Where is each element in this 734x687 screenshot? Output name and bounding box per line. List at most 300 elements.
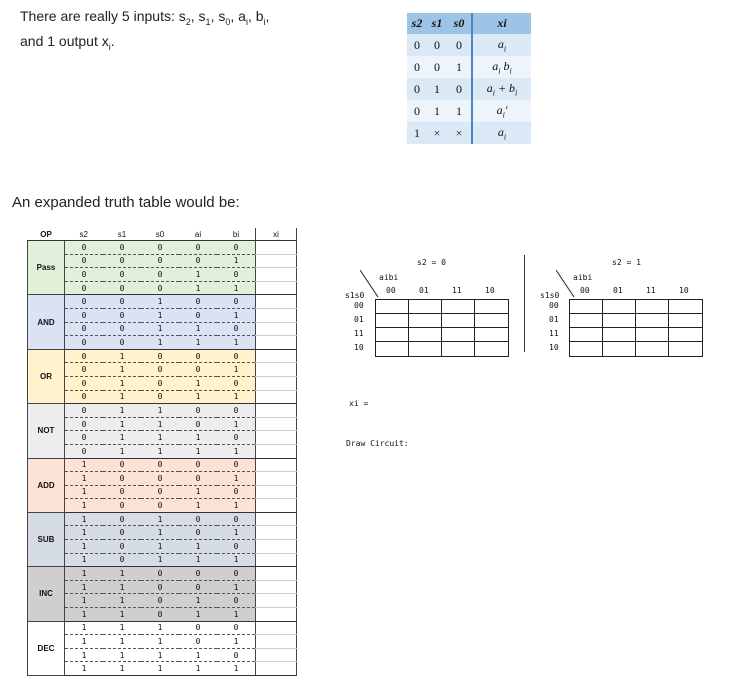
xi-answer-cell[interactable] — [256, 662, 297, 676]
bit-cell: 1 — [179, 268, 217, 282]
bit-cell: 1 — [103, 444, 141, 458]
bit-cell: 0 — [103, 458, 141, 472]
summary-select-cell: × — [447, 122, 472, 144]
bit-cell: 0 — [103, 241, 141, 255]
table-row — [28, 336, 297, 350]
kmap-col-label: 01 — [419, 286, 429, 295]
table-row — [28, 526, 297, 540]
kmap-divider — [524, 255, 525, 352]
bit-cell: 1 — [141, 662, 179, 676]
bit-cell: 1 — [103, 417, 141, 431]
col-xi: xi — [256, 228, 297, 241]
xi-answer-cell[interactable] — [256, 444, 297, 458]
xi-answer-cell[interactable] — [256, 308, 297, 322]
bit-cell: 1 — [141, 635, 179, 649]
kmap-row-label: 10 — [549, 343, 559, 352]
op-label: NOT — [28, 404, 65, 458]
bit-cell: 1 — [65, 472, 104, 486]
table-row — [28, 404, 297, 418]
kmap-row-label: 01 — [549, 315, 559, 324]
xi-answer-cell[interactable] — [256, 431, 297, 445]
xi-answer-cell[interactable] — [256, 580, 297, 594]
summary-xi-cell: $a_i$ $b_i$ — [472, 56, 531, 78]
bit-cell: 1 — [179, 540, 217, 554]
header-s1: s1 — [427, 13, 447, 34]
table-row — [28, 662, 297, 676]
bit-cell: 1 — [65, 662, 104, 676]
summary-select-cell: 0 — [407, 78, 427, 100]
bit-cell: 1 — [103, 635, 141, 649]
bit-cell: 1 — [217, 662, 256, 676]
xi-answer-cell[interactable] — [256, 472, 297, 486]
bit-cell: 0 — [65, 281, 104, 295]
xi-answer-cell[interactable] — [256, 648, 297, 662]
bit-cell: 1 — [103, 349, 141, 363]
bit-cell: 0 — [179, 635, 217, 649]
xi-answer-cell[interactable] — [256, 499, 297, 513]
kmap-col-label: 10 — [679, 286, 689, 295]
table-row — [28, 376, 297, 390]
table-row — [28, 540, 297, 554]
bit-cell: 1 — [179, 485, 217, 499]
bit-cell: 0 — [103, 308, 141, 322]
bit-cell: 0 — [65, 390, 104, 404]
summary-select-cell: 0 — [407, 56, 427, 78]
table-row — [28, 553, 297, 567]
xi-answer-cell[interactable] — [256, 390, 297, 404]
bit-cell: 0 — [179, 349, 217, 363]
summary-select-cell: 0 — [427, 56, 447, 78]
bit-cell: 1 — [217, 635, 256, 649]
bit-cell: 0 — [141, 241, 179, 255]
kmap-row-label: 01 — [354, 315, 364, 324]
table-row — [28, 485, 297, 499]
summary-row — [407, 100, 531, 122]
bit-cell: 1 — [65, 594, 104, 608]
op-label: OR — [28, 349, 65, 403]
bit-cell: 1 — [141, 322, 179, 336]
bit-cell: 0 — [179, 363, 217, 377]
bit-cell: 0 — [103, 499, 141, 513]
kmap-row-label: 00 — [354, 301, 364, 310]
bit-cell: 0 — [65, 363, 104, 377]
kmap-left-col-var: aibi — [379, 273, 399, 282]
op-label: AND — [28, 295, 65, 349]
bit-cell: 1 — [217, 580, 256, 594]
xi-equation-label: xi = — [349, 399, 369, 408]
summary-xi-cell: $a_i + b_i$ — [472, 78, 531, 100]
bit-cell: 0 — [217, 349, 256, 363]
bit-cell: 0 — [65, 268, 104, 282]
bit-cell: 0 — [141, 254, 179, 268]
table-row — [28, 648, 297, 662]
xi-answer-cell[interactable] — [256, 322, 297, 336]
bit-cell: 1 — [179, 444, 217, 458]
bit-cell: 0 — [179, 241, 217, 255]
bit-cell: 0 — [141, 376, 179, 390]
bit-cell: 1 — [217, 499, 256, 513]
bit-cell: 0 — [65, 444, 104, 458]
summary-xi-cell: $a_i$ — [472, 122, 531, 144]
bit-cell: 0 — [141, 458, 179, 472]
kmap-left-row-var: s1s0 — [345, 291, 365, 300]
bit-cell: 1 — [179, 553, 217, 567]
xi-answer-cell[interactable] — [256, 567, 297, 581]
kmap-right-col-var: aibi — [573, 273, 593, 282]
table-row — [28, 444, 297, 458]
bit-cell: 0 — [103, 254, 141, 268]
bit-cell: 0 — [65, 336, 104, 350]
bit-cell: 1 — [65, 499, 104, 513]
summary-truth-table — [407, 13, 531, 144]
op-label: DEC — [28, 621, 65, 675]
bit-cell: 0 — [179, 458, 217, 472]
kmap-cell[interactable] — [668, 341, 703, 357]
bit-cell: 1 — [103, 608, 141, 622]
kmap-right-title: s2 = 1 — [612, 258, 641, 267]
bit-cell: 0 — [65, 308, 104, 322]
bit-cell: 0 — [65, 295, 104, 309]
xi-answer-cell[interactable] — [256, 512, 297, 526]
table-row — [28, 295, 297, 309]
bit-cell: 0 — [217, 404, 256, 418]
bit-cell: 0 — [217, 621, 256, 635]
xi-answer-cell[interactable] — [256, 553, 297, 567]
bit-cell: 1 — [217, 553, 256, 567]
xi-answer-cell[interactable] — [256, 349, 297, 363]
xi-answer-cell[interactable] — [256, 404, 297, 418]
bit-cell: 1 — [179, 336, 217, 350]
kmap-cell[interactable] — [569, 341, 604, 357]
summary-row — [407, 56, 531, 78]
bit-cell: 1 — [103, 594, 141, 608]
bit-cell: 0 — [217, 540, 256, 554]
summary-row — [407, 122, 531, 144]
bit-cell: 1 — [141, 512, 179, 526]
bit-cell: 0 — [65, 322, 104, 336]
summary-select-cell: 1 — [407, 122, 427, 144]
xi-answer-cell[interactable] — [256, 268, 297, 282]
bit-cell: 1 — [103, 431, 141, 445]
summary-xi-cell: $a_i'$ — [472, 100, 531, 122]
xi-answer-cell[interactable] — [256, 526, 297, 540]
kmap-col-label: 00 — [386, 286, 396, 295]
bit-cell: 1 — [179, 431, 217, 445]
bit-cell: 1 — [103, 621, 141, 635]
bit-cell: 0 — [217, 295, 256, 309]
kmap-row-label: 00 — [549, 301, 559, 310]
header-xi: xi — [472, 13, 531, 34]
table-row — [28, 621, 297, 635]
table-row — [28, 635, 297, 649]
table-row — [28, 322, 297, 336]
bit-cell: 1 — [217, 608, 256, 622]
col-s1: s1 — [103, 228, 141, 241]
xi-answer-cell[interactable] — [256, 254, 297, 268]
bit-cell: 1 — [65, 526, 104, 540]
kmap-col-label: 11 — [452, 286, 462, 295]
xi-answer-cell[interactable] — [256, 540, 297, 554]
bit-cell: 1 — [217, 336, 256, 350]
kmap-left-corner-line — [360, 270, 380, 298]
kmap-cell[interactable] — [441, 341, 476, 357]
bit-cell: 1 — [141, 526, 179, 540]
bit-cell: 0 — [141, 472, 179, 486]
bit-cell: 1 — [65, 621, 104, 635]
kmap-col-label: 01 — [613, 286, 623, 295]
bit-cell: 1 — [217, 281, 256, 295]
bit-cell: 0 — [217, 458, 256, 472]
summary-select-cell: 1 — [427, 78, 447, 100]
bit-cell: 1 — [179, 281, 217, 295]
bit-cell: 0 — [141, 349, 179, 363]
xi-answer-cell[interactable] — [256, 458, 297, 472]
bit-cell: 1 — [103, 390, 141, 404]
bit-cell: 1 — [179, 390, 217, 404]
table-row — [28, 431, 297, 445]
bit-cell: 1 — [141, 404, 179, 418]
bit-cell: 1 — [179, 322, 217, 336]
col-ai: ai — [179, 228, 217, 241]
xi-answer-cell[interactable] — [256, 295, 297, 309]
kmap-cell[interactable] — [408, 341, 443, 357]
bit-cell: 0 — [179, 621, 217, 635]
op-label: Pass — [28, 241, 65, 295]
bit-cell: 1 — [141, 308, 179, 322]
summary-select-cell: 1 — [427, 100, 447, 122]
bit-cell: 0 — [103, 472, 141, 486]
table-row — [28, 594, 297, 608]
summary-select-cell: 0 — [407, 100, 427, 122]
bit-cell: 0 — [103, 336, 141, 350]
bit-cell: 1 — [217, 390, 256, 404]
header-s0: s0 — [447, 13, 472, 34]
bit-cell: 1 — [141, 621, 179, 635]
bit-cell: 0 — [65, 404, 104, 418]
bit-cell: 0 — [141, 281, 179, 295]
table-row — [28, 608, 297, 622]
draw-circuit-label: Draw Circuit: — [346, 439, 409, 448]
bit-cell: 0 — [65, 241, 104, 255]
bit-cell: 1 — [217, 254, 256, 268]
bit-cell: 1 — [141, 295, 179, 309]
bit-cell: 0 — [141, 268, 179, 282]
bit-cell: 1 — [103, 580, 141, 594]
summary-select-cell: 1 — [447, 100, 472, 122]
bit-cell: 0 — [103, 295, 141, 309]
table-row — [28, 308, 297, 322]
bit-cell: 1 — [103, 567, 141, 581]
bit-cell: 1 — [103, 376, 141, 390]
bit-cell: 0 — [141, 363, 179, 377]
bit-cell: 0 — [103, 512, 141, 526]
summary-select-cell: 0 — [427, 34, 447, 56]
op-label: SUB — [28, 512, 65, 566]
kmap-col-label: 10 — [485, 286, 495, 295]
col-bi: bi — [217, 228, 256, 241]
bit-cell: 1 — [217, 526, 256, 540]
xi-answer-cell[interactable] — [256, 241, 297, 255]
table-row — [28, 458, 297, 472]
table-row — [28, 567, 297, 581]
bit-cell: 1 — [65, 608, 104, 622]
bit-cell: 0 — [103, 526, 141, 540]
bit-cell: 0 — [65, 376, 104, 390]
summary-row — [407, 34, 531, 56]
summary-xi-cell: $a_i$ — [472, 34, 531, 56]
bit-cell: 0 — [103, 553, 141, 567]
bit-cell: 0 — [65, 417, 104, 431]
col-op: OP — [28, 228, 65, 241]
bit-cell: 1 — [65, 458, 104, 472]
bit-cell: 1 — [65, 540, 104, 554]
kmap-cell[interactable] — [602, 341, 637, 357]
bit-cell: 0 — [103, 281, 141, 295]
bit-cell: 0 — [103, 322, 141, 336]
bit-cell: 0 — [217, 512, 256, 526]
table-row — [28, 580, 297, 594]
bit-cell: 1 — [141, 540, 179, 554]
bit-cell: 0 — [103, 268, 141, 282]
xi-answer-cell[interactable] — [256, 621, 297, 635]
bit-cell: 1 — [103, 648, 141, 662]
kmap-cell[interactable] — [635, 341, 670, 357]
bit-cell: 0 — [217, 431, 256, 445]
bit-cell: 0 — [217, 322, 256, 336]
bit-cell: 0 — [179, 404, 217, 418]
col-s2: s2 — [65, 228, 104, 241]
table-row — [28, 268, 297, 282]
bit-cell: 1 — [65, 635, 104, 649]
bit-cell: 1 — [217, 472, 256, 486]
bit-cell: 0 — [179, 308, 217, 322]
bit-cell: 1 — [179, 499, 217, 513]
summary-select-cell: 0 — [407, 34, 427, 56]
kmap-row-label: 11 — [549, 329, 559, 338]
bit-cell: 0 — [141, 580, 179, 594]
summary-header-row — [407, 13, 531, 34]
bit-cell: 0 — [103, 540, 141, 554]
bit-cell: 1 — [179, 376, 217, 390]
bit-cell: 1 — [141, 336, 179, 350]
bit-cell: 1 — [217, 363, 256, 377]
bit-cell: 0 — [179, 254, 217, 268]
kmap-col-label: 00 — [580, 286, 590, 295]
bit-cell: 1 — [179, 662, 217, 676]
bit-cell: 1 — [65, 648, 104, 662]
table-row — [28, 472, 297, 486]
bit-cell: 0 — [179, 526, 217, 540]
xi-answer-cell[interactable] — [256, 594, 297, 608]
bit-cell: 0 — [141, 608, 179, 622]
bit-cell: 1 — [141, 648, 179, 662]
bit-cell: 1 — [141, 417, 179, 431]
kmap-row-label: 10 — [354, 343, 364, 352]
bit-cell: 0 — [65, 254, 104, 268]
xi-answer-cell[interactable] — [256, 281, 297, 295]
xi-answer-cell[interactable] — [256, 376, 297, 390]
table-row — [28, 241, 297, 255]
bit-cell: 0 — [217, 648, 256, 662]
col-s0: s0 — [141, 228, 179, 241]
bit-cell: 0 — [65, 349, 104, 363]
op-label: ADD — [28, 458, 65, 512]
bit-cell: 1 — [141, 444, 179, 458]
bit-cell: 0 — [141, 567, 179, 581]
bit-cell: 0 — [179, 417, 217, 431]
expanded-header-row — [28, 228, 297, 241]
xi-answer-cell[interactable] — [256, 635, 297, 649]
bit-cell: 1 — [141, 431, 179, 445]
bit-cell: 0 — [179, 472, 217, 486]
bit-cell: 1 — [179, 648, 217, 662]
bit-cell: 1 — [217, 417, 256, 431]
bit-cell: 1 — [65, 553, 104, 567]
xi-answer-cell[interactable] — [256, 485, 297, 499]
bit-cell: 1 — [65, 485, 104, 499]
bit-cell: 1 — [65, 567, 104, 581]
table-row — [28, 417, 297, 431]
bit-cell: 0 — [217, 594, 256, 608]
bit-cell: 1 — [141, 553, 179, 567]
bit-cell: 0 — [179, 580, 217, 594]
expanded-table-label: An expanded truth table would be: — [12, 194, 240, 211]
kmap-row-label: 11 — [354, 329, 364, 338]
xi-answer-cell[interactable] — [256, 363, 297, 377]
table-row — [28, 499, 297, 513]
bit-cell: 1 — [103, 404, 141, 418]
bit-cell: 0 — [217, 241, 256, 255]
summary-select-cell: 1 — [447, 56, 472, 78]
table-row — [28, 349, 297, 363]
bit-cell: 0 — [217, 485, 256, 499]
table-row — [28, 281, 297, 295]
bit-cell: 1 — [217, 444, 256, 458]
bit-cell: 0 — [141, 485, 179, 499]
table-row — [28, 390, 297, 404]
intro-text: There are really 5 inputs: $s_2$, $s_1$, $s_0$, $a_i$, $b_i$, and 1 output $x_i$. — [20, 8, 270, 52]
bit-cell: 0 — [179, 512, 217, 526]
summary-select-cell: 0 — [447, 34, 472, 56]
bit-cell: 1 — [65, 512, 104, 526]
bit-cell: 0 — [217, 268, 256, 282]
kmap-left-title: s2 = 0 — [417, 258, 446, 267]
summary-select-cell: 0 — [447, 78, 472, 100]
kmap-right-row-var: s1s0 — [540, 291, 560, 300]
bit-cell: 1 — [179, 608, 217, 622]
kmap-cell[interactable] — [375, 341, 410, 357]
bit-cell: 0 — [217, 376, 256, 390]
summary-select-cell: × — [427, 122, 447, 144]
summary-row — [407, 78, 531, 100]
kmap-col-label: 11 — [646, 286, 656, 295]
bit-cell: 0 — [179, 567, 217, 581]
table-row — [28, 512, 297, 526]
bit-cell: 0 — [179, 295, 217, 309]
header-s2: s2 — [407, 13, 427, 34]
table-row — [28, 254, 297, 268]
xi-answer-cell[interactable] — [256, 336, 297, 350]
table-row — [28, 363, 297, 377]
bit-cell: 0 — [103, 485, 141, 499]
bit-cell: 1 — [179, 594, 217, 608]
bit-cell: 0 — [141, 390, 179, 404]
kmap-cell[interactable] — [474, 341, 509, 357]
bit-cell: 1 — [103, 363, 141, 377]
xi-answer-cell[interactable] — [256, 608, 297, 622]
kmap-right-corner-line — [556, 270, 576, 298]
xi-answer-cell[interactable] — [256, 417, 297, 431]
